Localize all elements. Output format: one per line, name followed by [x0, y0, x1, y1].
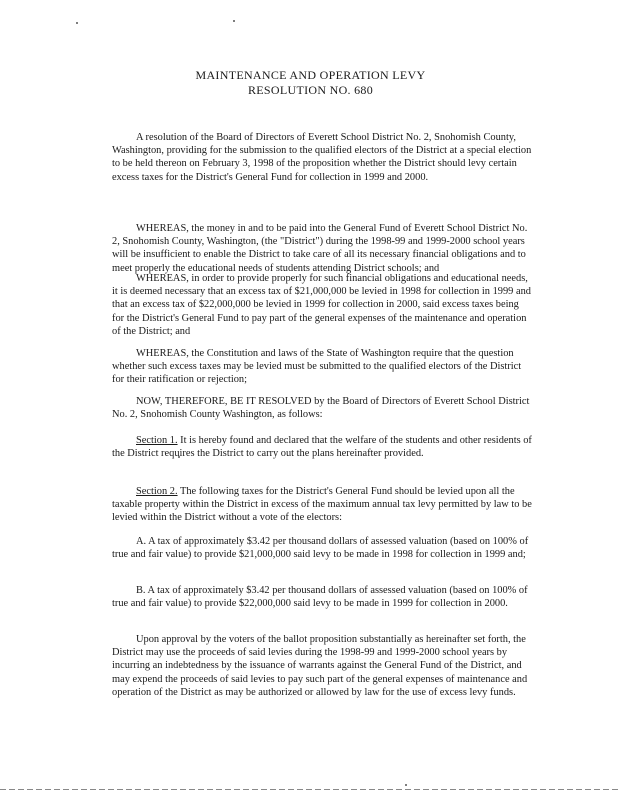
final-paragraph: Upon approval by the voters of the ballot proposition substantially as hereinafter set forth, the District may use the proceeds of said levies during the 1998-99 and 1999-2000 school years by incurring an indebtedness by the issuance of warrants against the General Fund of the District, and may expend the proceeds of said levies to pay such part of the general expenses of maintenance and operation of the District as may be authorized or allowed by law for the use of excess levy funds.: [112, 634, 528, 698]
bottom-scan-rule: [0, 789, 621, 790]
intro-paragraph: A resolution of the Board of Directors of Everett School District No. 2, Snohomish County, Washington, providing for the submission to the qualified electors of the District at a special election to be held thereon on February 3, 1998 of the proposition whether the District should levy certain excess taxes for the District's General Fund for collection in 1999 and 2000.: [112, 132, 532, 183]
resolution-number: RESOLUTION NO. 680: [247, 83, 374, 97]
document-title: MAINTENANCE AND OPERATION LEVY: [195, 68, 426, 82]
section-2-text: The following taxes for the District's General Fund should be levied upon all the taxable property within the District in excess of the maximum annual tax levy permitted by law to be levied within the District without a vote of the electors:: [112, 486, 532, 524]
section-1-paragraph: [112, 434, 532, 460]
scan-speck: [76, 22, 78, 24]
section-1-label: Section 1.: [136, 435, 178, 446]
whereas-paragraph-3: WHEREAS, the Constitution and laws of the State of Washington require that the question whether such excess taxes may be levied must be submitted to the qualified electors of the District for their ratification or rejection;: [112, 348, 522, 386]
whereas-paragraph-2: WHEREAS, in order to provide properly for such financial obligations and educational needs, it is deemed necessary that an excess tax of $21,000,000 be levied in 1998 for collection in 1999 and that an excess tax of $22,000,000 be levied in 1999 for collection in 2000, said excess taxes being for the District's General Fund to pay part of the general expenses of the maintenance and operation of the District; and: [112, 273, 531, 337]
section-2-paragraph: [112, 485, 532, 525]
scan-speck: [233, 20, 235, 22]
resolved-paragraph: NOW, THEREFORE, BE IT RESOLVED by the Board of Directors of Everett School District No. 2, Snohomish County Washington, as follows:: [112, 396, 530, 421]
scan-speck: [405, 784, 407, 786]
tax-item-b: B. A tax of approximately $3.42 per thousand dollars of assessed valuation (based on 100% of true and fair value) to provide $22,000,000 said levy to be made in 1999 for collection in 2000.: [112, 585, 528, 610]
whereas-paragraph-1: WHEREAS, the money in and to be paid into the General Fund of Everett School District No. 2, Snohomish County, Washington, (the "District") during the 1998-99 and 1999-2000 school years will be insufficient to enable the District to take care of all its necessary financial obligations and to meet properly the educational needs of students attending District schools; and: [112, 223, 528, 274]
section-2-label: Section 2.: [136, 486, 178, 497]
section-1-text: It is hereby found and declared that the welfare of the students and other residents of the District requires the District to carry out the plans hereinafter provided.: [112, 435, 532, 460]
tax-item-a: A. A tax of approximately $3.42 per thousand dollars of assessed valuation (based on 100% of true and fair value) to provide $21,000,000 said levy to be made in 1998 for collection in 1999 and;: [112, 536, 529, 561]
